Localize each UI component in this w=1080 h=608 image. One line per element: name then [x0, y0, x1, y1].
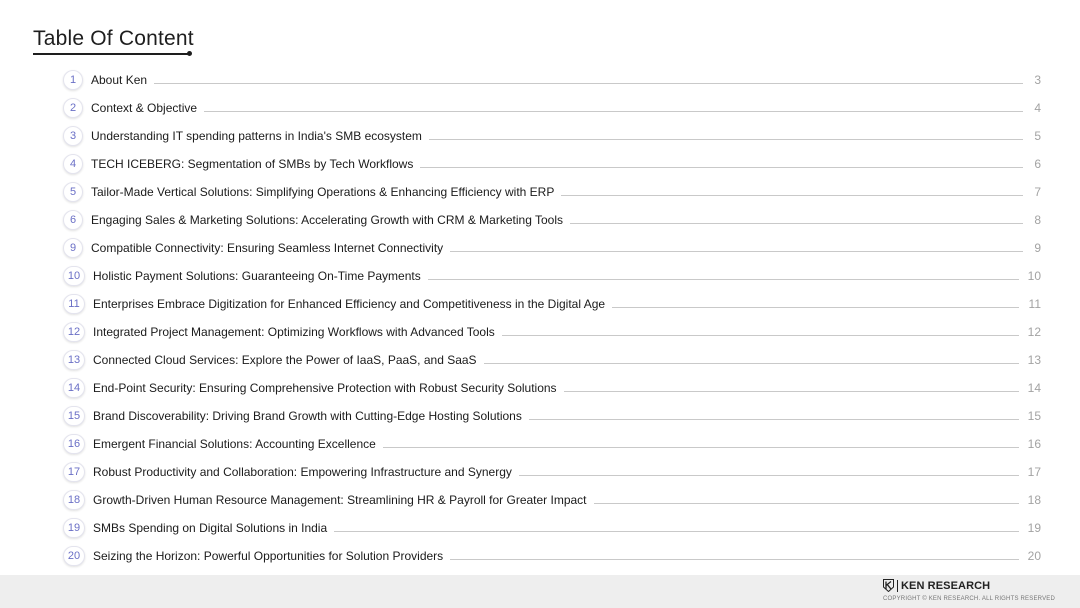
toc-leader-line — [502, 335, 1019, 336]
toc-entry-title: Robust Productivity and Collaboration: Empowering Infrastructure and Synergy — [93, 465, 512, 479]
page-title: Table Of Content — [33, 27, 194, 50]
copyright-text: COPYRIGHT © KEN RESEARCH. ALL RIGHTS RESERVED — [883, 596, 1056, 602]
toc-entry[interactable] — [63, 125, 1043, 147]
toc-entry-title: Integrated Project Management: Optimizing Workflows with Advanced Tools — [93, 325, 495, 339]
toc-entry-number: 12 — [63, 322, 85, 342]
toc-entry-page-number: 7 — [1034, 185, 1041, 199]
toc-leader-line — [420, 167, 1023, 168]
toc-entry-number: 20 — [63, 546, 85, 566]
toc-entry-title: Holistic Payment Solutions: Guaranteeing On-Time Payments — [93, 269, 421, 283]
toc-entry-number: 11 — [63, 294, 85, 314]
toc-entry[interactable] — [63, 517, 1043, 539]
toc-entry[interactable] — [63, 545, 1043, 567]
toc-entry-title: Connected Cloud Services: Explore the Power of IaaS, PaaS, and SaaS — [93, 353, 477, 367]
toc-entry-title: SMBs Spending on Digital Solutions in India — [93, 521, 328, 535]
toc-leader-line — [450, 251, 1023, 252]
toc-entry-page-number: 11 — [1028, 297, 1041, 311]
toc-entry[interactable] — [63, 237, 1043, 259]
toc-leader-line — [519, 475, 1019, 476]
toc-entry[interactable] — [63, 265, 1043, 287]
toc-entry-page-number: 19 — [1027, 521, 1041, 535]
toc-entry[interactable] — [63, 181, 1043, 203]
toc-entry-title: About Ken — [91, 73, 148, 87]
toc-entry-page-number: 15 — [1027, 409, 1041, 423]
toc-entry-page-number: 5 — [1034, 129, 1041, 143]
toc-entry-page-number: 14 — [1027, 381, 1041, 395]
toc-entry-title: End-Point Security: Ensuring Comprehensive Protection with Robust Security Solutions — [93, 381, 557, 395]
toc-leader-line — [612, 307, 1019, 308]
toc-entry-page-number: 9 — [1034, 241, 1041, 255]
toc-leader-line — [154, 83, 1023, 84]
toc-entry-number: 15 — [63, 406, 85, 426]
toc-leader-line — [594, 503, 1019, 504]
toc-leader-line — [428, 279, 1019, 280]
toc-entry-title: Engaging Sales & Marketing Solutions: Accelerating Growth with CRM & Marketing Tools — [91, 213, 564, 227]
toc-entry-title: TECH ICEBERG: Segmentation of SMBs by Tech Workflows — [91, 157, 414, 171]
toc-entry[interactable] — [63, 321, 1043, 343]
toc-entry-number: 4 — [63, 154, 83, 174]
toc-entry-page-number: 20 — [1027, 549, 1041, 563]
toc-entry-title: Enterprises Embrace Digitization for Enhanced Efficiency and Competitiveness in the Digital Age — [93, 297, 606, 311]
logo-divider — [897, 580, 898, 592]
toc-leader-line — [529, 419, 1019, 420]
toc-leader-line — [204, 111, 1023, 112]
toc-entry-page-number: 4 — [1034, 101, 1041, 115]
ken-research-logo-icon — [883, 579, 894, 592]
toc-entry-number: 2 — [63, 98, 83, 118]
toc-entry-title: Brand Discoverability: Driving Brand Growth with Cutting-Edge Hosting Solutions — [93, 409, 522, 423]
toc-entry-page-number: 10 — [1027, 269, 1041, 283]
toc-entry[interactable] — [63, 153, 1043, 175]
toc-entry-page-number: 3 — [1034, 73, 1041, 87]
toc-entry-number: 13 — [63, 350, 85, 370]
toc-leader-line — [484, 363, 1019, 364]
toc-leader-line — [564, 391, 1019, 392]
toc-entry-page-number: 12 — [1027, 325, 1041, 339]
toc-leader-line — [334, 531, 1019, 532]
toc-entry-page-number: 18 — [1027, 493, 1041, 507]
logo-text: KEN RESEARCH — [901, 579, 991, 592]
toc-entry-title: Emergent Financial Solutions: Accounting Excellence — [93, 437, 376, 451]
toc-entry-title: Compatible Connectivity: Ensuring Seamless Internet Connectivity — [91, 241, 444, 255]
toc-entry[interactable] — [63, 405, 1043, 427]
toc-entry[interactable] — [63, 489, 1043, 511]
toc-leader-line — [561, 195, 1023, 196]
toc-entry-page-number: 8 — [1034, 213, 1041, 227]
toc-entry-number: 18 — [63, 490, 85, 510]
toc-entry[interactable] — [63, 461, 1043, 483]
toc-entry-number: 1 — [63, 70, 83, 90]
toc-entry-page-number: 16 — [1027, 437, 1041, 451]
toc-entry-title: Tailor-Made Vertical Solutions: Simplifying Operations & Enhancing Efficiency with ERP — [91, 185, 555, 199]
ken-research-logo — [883, 579, 990, 592]
toc-entry-title: Context & Objective — [91, 101, 198, 115]
toc-entry-page-number: 17 — [1027, 465, 1041, 479]
toc-entry-number: 9 — [63, 238, 83, 258]
toc-entry[interactable] — [63, 97, 1043, 119]
toc-entry[interactable] — [63, 209, 1043, 231]
toc-entry-number: 17 — [63, 462, 85, 482]
toc-entry-number: 16 — [63, 434, 85, 454]
toc-entry-number: 6 — [63, 210, 83, 230]
toc-entry[interactable] — [63, 433, 1043, 455]
toc-leader-line — [383, 447, 1019, 448]
toc-leader-line — [450, 559, 1019, 560]
toc-leader-line — [429, 139, 1023, 140]
toc-entry-number: 3 — [63, 126, 83, 146]
toc-entry-number: 14 — [63, 378, 85, 398]
toc-entry-page-number: 13 — [1027, 353, 1041, 367]
toc-entry-title: Understanding IT spending patterns in India's SMB ecosystem — [91, 129, 422, 143]
toc-leader-line — [570, 223, 1023, 224]
toc-entry-number: 10 — [63, 266, 85, 286]
toc-entry-number: 19 — [63, 518, 85, 538]
toc-entry[interactable] — [63, 69, 1043, 91]
toc-entry[interactable] — [63, 377, 1043, 399]
toc-entry[interactable] — [63, 349, 1043, 371]
toc-entry-title: Growth-Driven Human Resource Management: Streamlining HR & Payroll for Greater Impact — [93, 493, 587, 507]
toc-entry[interactable] — [63, 293, 1043, 315]
toc-entry-number: 5 — [63, 182, 83, 202]
toc-entry-page-number: 6 — [1034, 157, 1041, 171]
toc-entry-title: Seizing the Horizon: Powerful Opportunities for Solution Providers — [93, 549, 444, 563]
footer — [0, 575, 1080, 608]
